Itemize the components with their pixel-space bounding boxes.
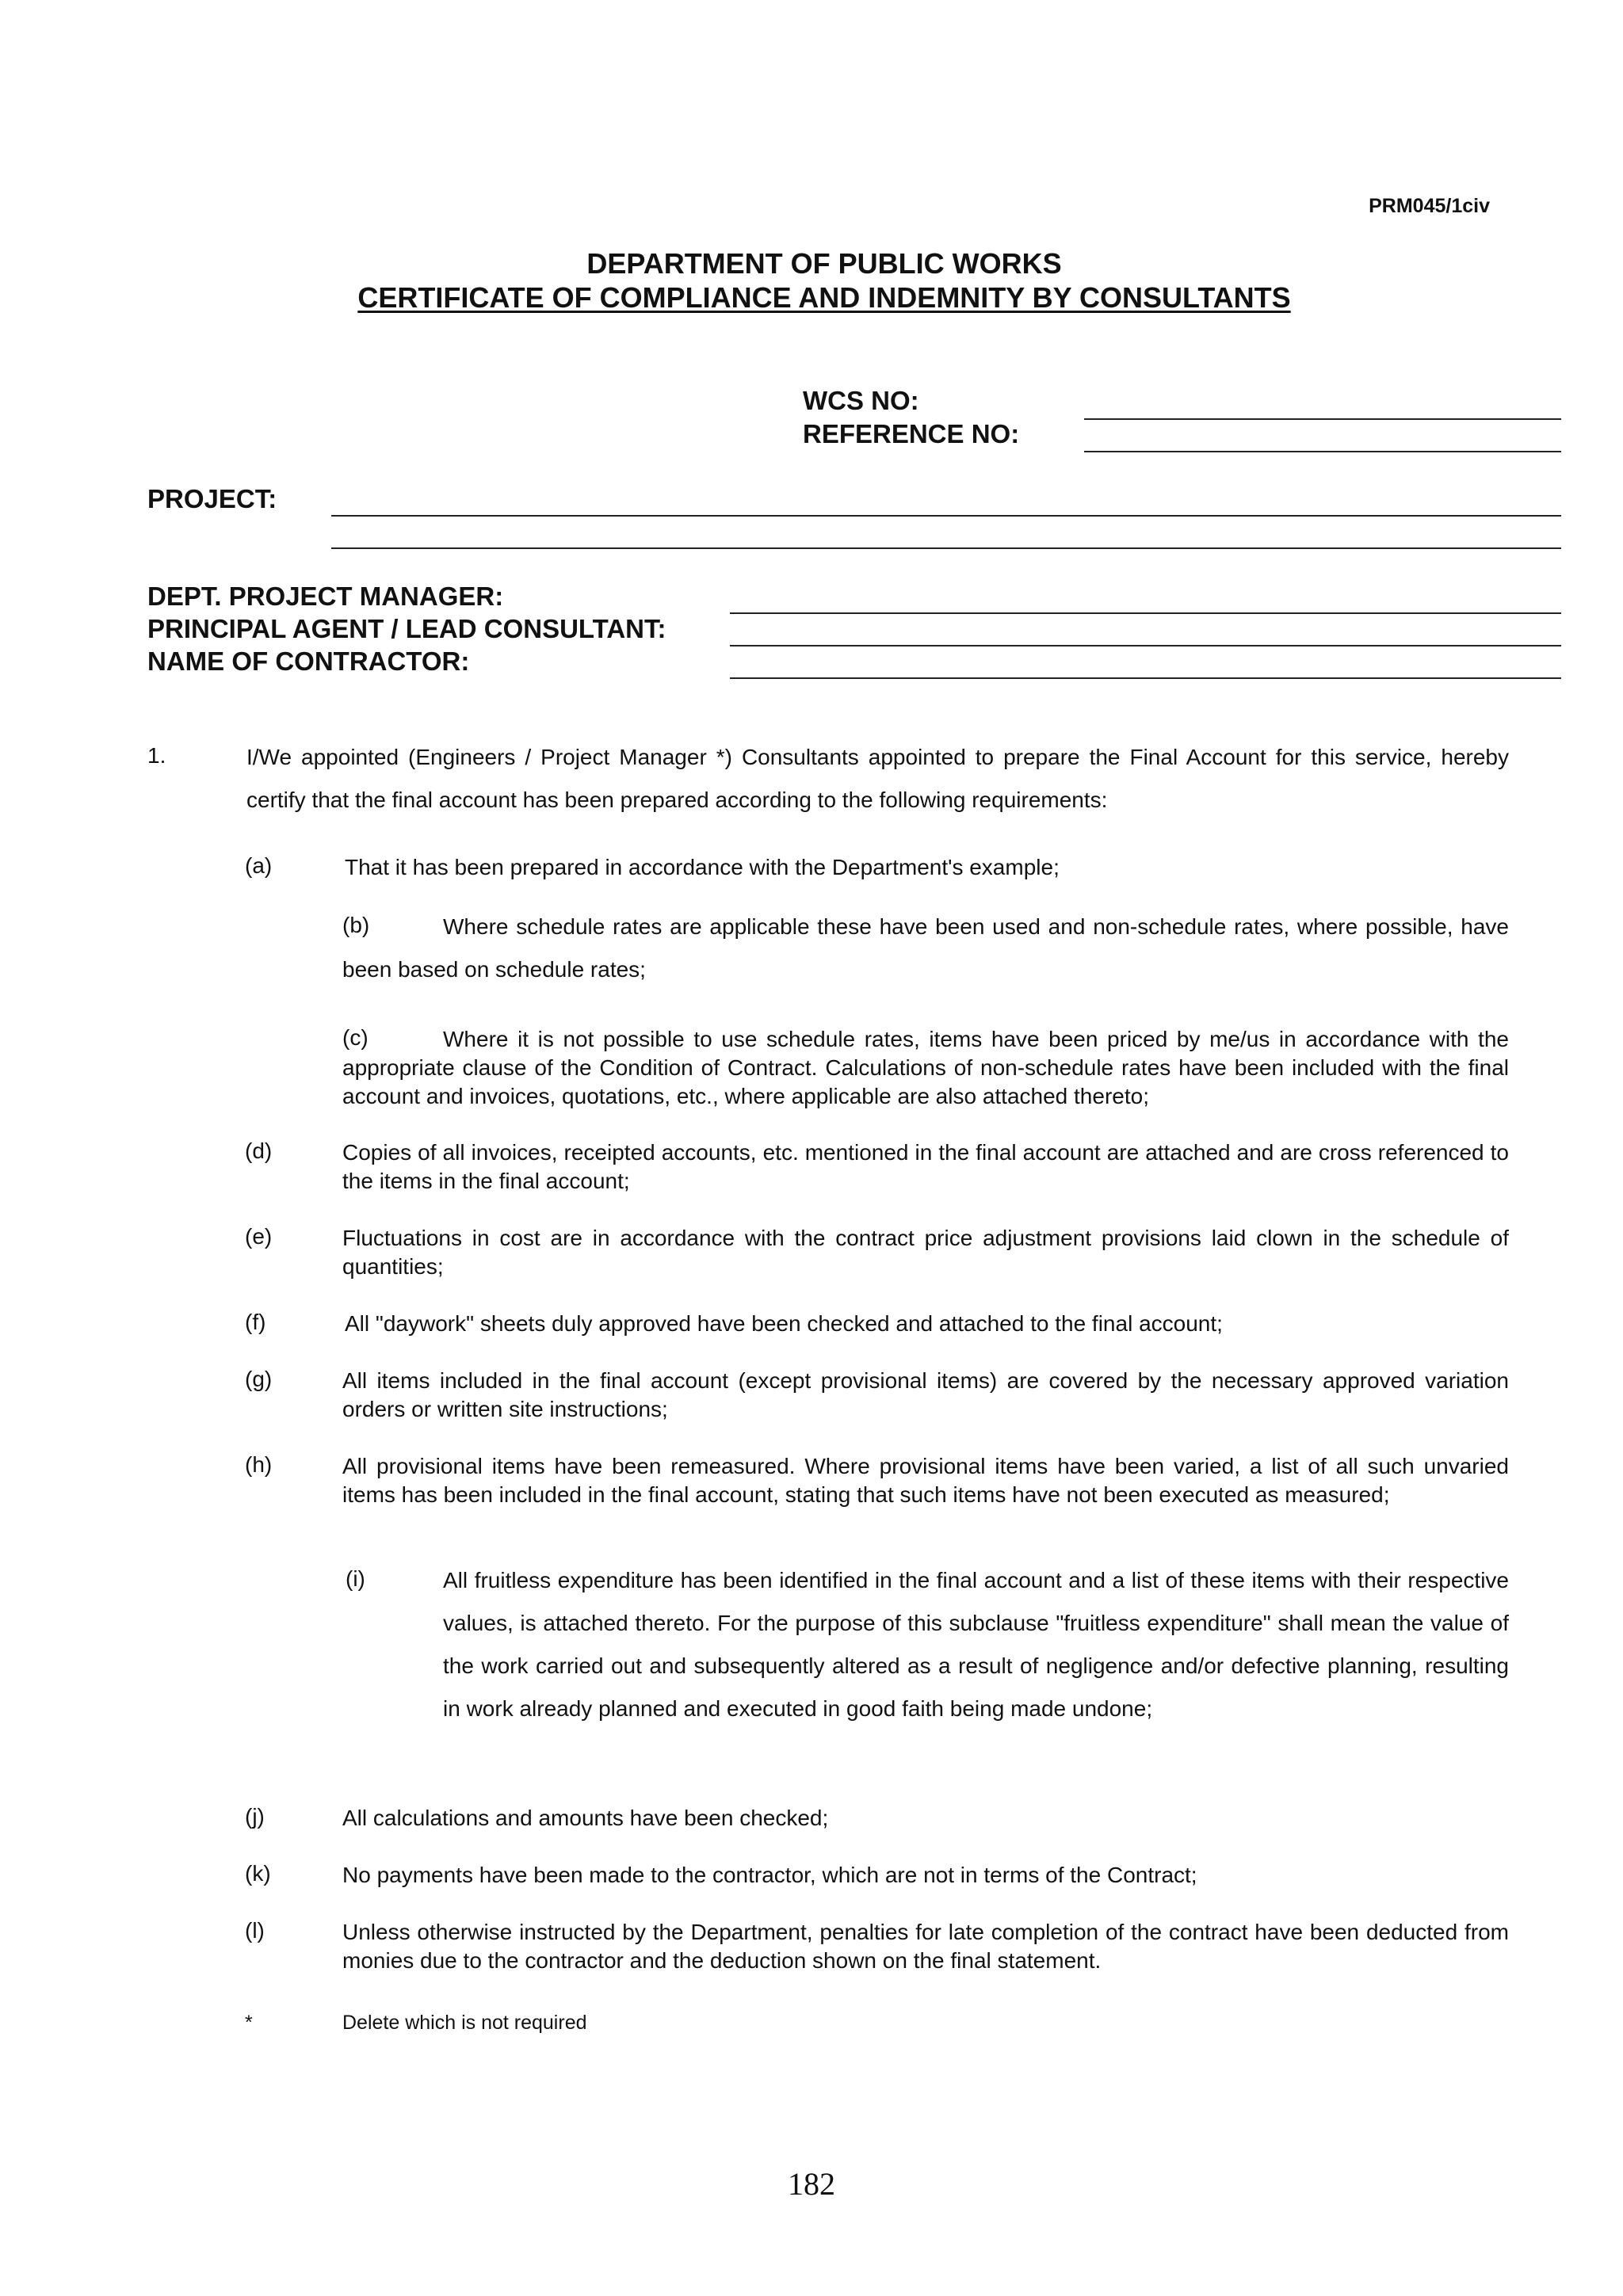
item-text: Copies of all invoices, receipted accounts, etc. mentioned in the final account are attached and are cross referenced to the items in the final account; <box>342 1140 1509 1193</box>
item-label: (a) <box>245 853 273 878</box>
item-label: (c) <box>342 1025 369 1050</box>
footnote-mark: * <box>245 2012 253 2034</box>
item-label: (d) <box>245 1138 273 1163</box>
item-text: All fruitless expenditure has been identified in the final account and a list of these items with their respective values, is attached thereto. For the purpose of this subclause "fruitless expenditure" shall mean the value of the work carried out and subsequently altered as a result of negligence and/or defective planning, resulting in work already planned and executed in good faith being made undone; <box>443 1568 1509 1721</box>
item-text: Unless otherwise instructed by the Department, penalties for late completion of the contract have been deducted from monies due to the contractor and the deduction shown on the final statement. <box>342 1920 1509 1973</box>
document-subtitle-text: CERTIFICATE OF COMPLIANCE AND INDEMNITY BY CONSULTANTS <box>357 281 1291 314</box>
item-label: (j) <box>245 1804 265 1829</box>
item-text: All "daywork" sheets duly approved have been checked and attached to the final account; <box>345 1311 1223 1336</box>
item-label: (f) <box>245 1310 266 1334</box>
item-label: (b) <box>342 913 370 937</box>
item-text: All items included in the final account (except provisional items) are covered by the necessary approved variation orders or written site instructions; <box>342 1368 1509 1421</box>
contractor-name-label: NAME OF CONTRACTOR: <box>147 646 470 676</box>
wcs-no-line[interactable] <box>1084 418 1561 420</box>
project-line-1[interactable] <box>331 515 1561 517</box>
item-label: (k) <box>245 1861 271 1886</box>
project-line-2[interactable] <box>331 547 1561 549</box>
clause-1-text: I/We appointed (Engineers / Project Manager *) Consultants appointed to prepare the Final Account for this service, hereby certify that the final account has been prepared according to the following requirements: <box>246 745 1509 812</box>
project-label: PROJECT: <box>147 484 277 513</box>
reference-no-line[interactable] <box>1084 451 1561 452</box>
contractor-name-line[interactable] <box>730 677 1561 679</box>
principal-agent-label: PRINCIPAL AGENT / LEAD CONSULTANT: <box>147 614 666 643</box>
item-text: Where it is not possible to use schedule rates, items have been priced by me/us in accordance with the appropriate clause of the Condition of Contract. Calculations of non-schedule rates have been included with the final account and invoices, quotations, etc., where applicable are also attached thereto; <box>342 1027 1509 1108</box>
document-title-text: DEPARTMENT OF PUBLIC WORKS <box>586 247 1062 280</box>
page-number: 182 <box>788 2166 835 2202</box>
dept-project-manager-line[interactable] <box>730 612 1561 614</box>
reference-no-label: REFERENCE NO: <box>803 419 1020 448</box>
item-text: Fluctuations in cost are in accordance with the contract price adjustment provisions laid clown in the schedule of quantities; <box>342 1226 1509 1279</box>
item-label: (l) <box>245 1918 265 1943</box>
item-text: That it has been prepared in accordance with the Department's example; <box>345 855 1060 879</box>
item-label: (h) <box>245 1452 273 1477</box>
item-text: All calculations and amounts have been checked; <box>342 1806 829 1830</box>
item-label: (e) <box>245 1224 273 1249</box>
wcs-no-label: WCS NO: <box>803 386 919 415</box>
item-text: Where schedule rates are applicable these have been used and non-schedule rates, where possible, have been based on schedule rates; <box>342 914 1509 982</box>
item-label: (g) <box>245 1367 273 1391</box>
dept-project-manager-label: DEPT. PROJECT MANAGER: <box>147 582 504 611</box>
item-label: (i) <box>346 1566 365 1591</box>
form-code: PRM045/1civ <box>1369 195 1490 217</box>
item-text: All provisional items have been remeasured. Where provisional items have been varied, a list of all such unvaried items has been included in the final account, stating that such items have not been executed as measured; <box>342 1454 1509 1507</box>
principal-agent-line[interactable] <box>730 645 1561 646</box>
item-text: No payments have been made to the contractor, which are not in terms of the Contract; <box>342 1863 1197 1887</box>
footnote-text: Delete which is not required <box>342 2012 587 2034</box>
clause-number: 1. <box>147 743 166 768</box>
